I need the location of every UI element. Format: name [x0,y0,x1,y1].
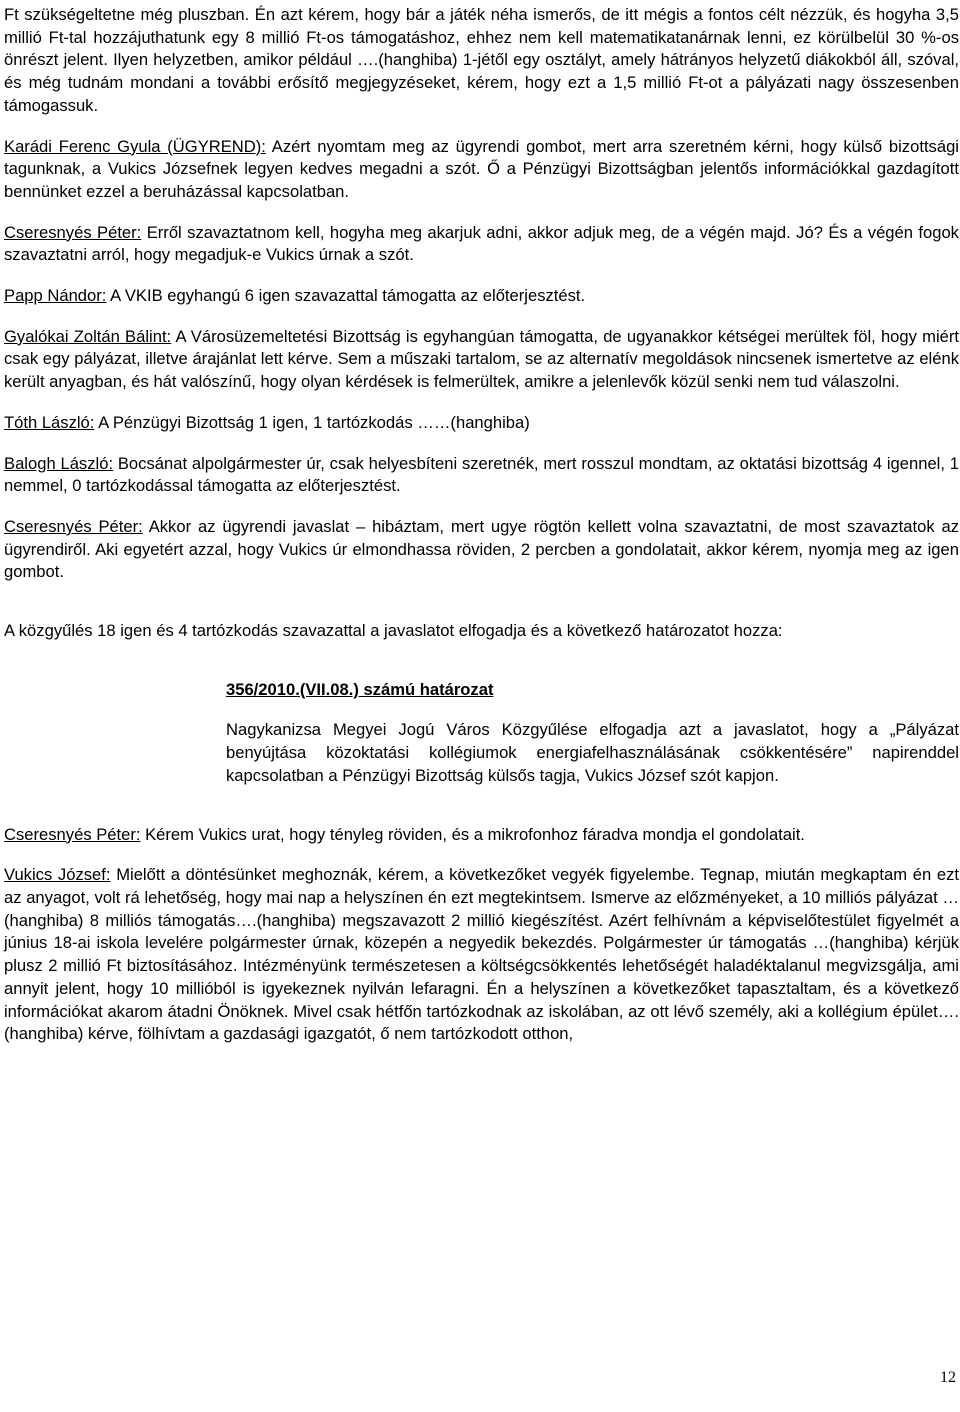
paragraph-text: Azért nyomtam meg az ügyrendi gombot, mert arra szeretném kérni, hogy külső bizottsági tagunknak, a Vukics Józsefnek legyen kedves megadni a szót. Ő a Pénzügyi Bizottságban jelentős információkkal gazdagított bennünket ezzel a beruházással kapcsolatban. [4,136,959,201]
speaker-name: Balogh László: [4,453,114,473]
paragraph-text: Akkor az ügyrendi javaslat – hibáztam, mert ugye rögtön kellett volna szavaztatni, de most szavaztatok az ügyrendiről. Aki egyetért azzal, hogy Vukics úr elmondhassa röviden, 2 percben a gondolatait, akkor kérem, nyomja meg az igen gombot. [4,516,960,582]
paragraph-balogh [4,453,959,498]
paragraph-text: Bocsánat alpolgármester úr, csak helyesbíteni szeretnék, mert rosszul mondtam, az oktatási bizottság 4 igennel, 1 nemmel, 0 tartózkodással támogatta az előterjesztést. [4,453,960,496]
paragraph-text: Ft szükségeltetne még pluszban. Én azt kérem, hogy bár a játék néha ismerős, de itt mégis a fontos célt nézzük, és hogyha 3,5 millió Ft-tal hozzájuthatunk egy 8 millió Ft-os támogatáshoz, ehhez nem kell matematikatanárnak lenni, ez körülbelül 30 %-os önrészt jelent. Ilyen helyzetben, amikor például ….(hanghiba) 1-jétől egy osztályt, amely hátrányos helyzetű diákokból áll, szóval, és még tudnám mondani a további erősítő megjegyzéseket, kérem, hogy ezt a 1,5 millió Ft-ot a pályázati nagy összesenben támogassuk. [4,5,959,115]
paragraph-cseresnyes-1 [4,222,959,267]
paragraph-toth [4,412,959,435]
paragraph-gyalokai [4,326,959,394]
page-number: 12 [940,1369,956,1386]
paragraph-cseresnyes-3 [4,824,959,847]
speaker-name: Gyalókai Zoltán Bálint: [4,326,172,346]
paragraph-karadi [4,136,959,204]
paragraph-intro [4,4,959,118]
paragraph-text: Mielőtt a döntésünket meghoznák, kérem, a következőket vegyék figyelembe. Tegnap, miután megkaptam én ezt az anyagot, volt rá lehetőség, hogy mai nap a helyszínen én ezt megtekintsem. Ismerve az előzményeket, a 10 milliós pályázat …(hanghiba) 8 milliós támogatás….(hanghiba) megszavazott 2 millió kiegészítést. Azért felhívnám a képviselőtestület figyelmét a június 18-ai iskola levelére polgármester úrnak, közepén a negyedik bekezdés. Polgármester úr támogatás …(hanghiba) kérjük plusz 2 millió Ft biztosításához. Intézményünk természetesen a költségcsökkentés lehetőségét haladéktalanul megvizsgálja, ami annyit jelent, hogy 10 millióból is igyekeznek nyilván lefaragni. Én a helyszínen a következőket tapasztaltam, és a következő információkat akarom átadni Önöknek. Mivel csak hétfőn tartózkodnak az iskolában, az ott lévő személy, aki a kollégium épület….(hanghiba) kérve, fölhívtam a gazdasági igazgatót, ő nem tartózkodott otthon, [4,865,960,1044]
paragraph-cseresnyes-2 [4,516,959,584]
speaker-name: Vukics József: [4,865,111,885]
paragraph-papp [4,285,959,308]
paragraph-text: Kérem Vukics urat, hogy tényleg röviden, és a mikrofonhoz fáradva mondja el gondolatait. [140,824,805,844]
paragraph-text: A Pénzügyi Bizottság 1 igen, 1 tartózkodás ……(hanghiba) [94,412,530,432]
speaker-name: Papp Nándor: [4,286,107,306]
speaker-name: Cseresnyés Péter: [4,824,141,844]
speaker-name: Cseresnyés Péter: [4,222,142,242]
resolution-text: Nagykanizsa Megyei Jogú Város Közgyűlése elfogadja azt a javaslatot, hogy a „Pályázat benyújtása közoktatási kollégiumok energiafelhasználásának csökkentésére” napirenddel kapcsolatban a Pénzügyi Bizottság külsős tagja, Vukics József szót kapjon. [226,720,959,785]
speaker-name: Tóth László: [4,412,95,432]
document-page [4,4,959,1046]
resolution-title: 356/2010.(VII.08.) számú határozat [226,679,494,699]
paragraph-text: A VKIB egyhangú 6 igen szavazattal támogatta az előterjesztést. [106,286,586,306]
vote-statement: A közgyűlés 18 igen és 4 tartózkodás szavazattal a javaslatot elfogadja és a következő határozatot hozza: [4,621,783,641]
paragraph-vukics [4,864,959,1046]
paragraph-text: Erről szavaztatnom kell, hogyha meg akarjuk adni, akkor adjuk meg, de a végén majd. Jó? És a végén fogok szavaztatni arról, hogy megadjuk-e Vukics úrnak a szót. [4,222,959,265]
speaker-name: Cseresnyés Péter: [4,516,143,536]
speaker-name: Karádi Ferenc Gyula (ÜGYREND): [4,136,266,156]
paragraph-text: A Városüzemeltetési Bizottság is egyhangúan támogatta, de ugyanakkor kétségei merültek föl, hogy miért csak egy pályázat, illetve árajánlat lett kérve. Sem a műszaki tartalom, se az alternatív megoldások nincsenek ismertetve az elénk került anyagban, és hát valószínű, hogy olyan kérdések is felmerültek, amikre a jelenlevők közül senki nem tud válaszolni. [4,326,959,392]
